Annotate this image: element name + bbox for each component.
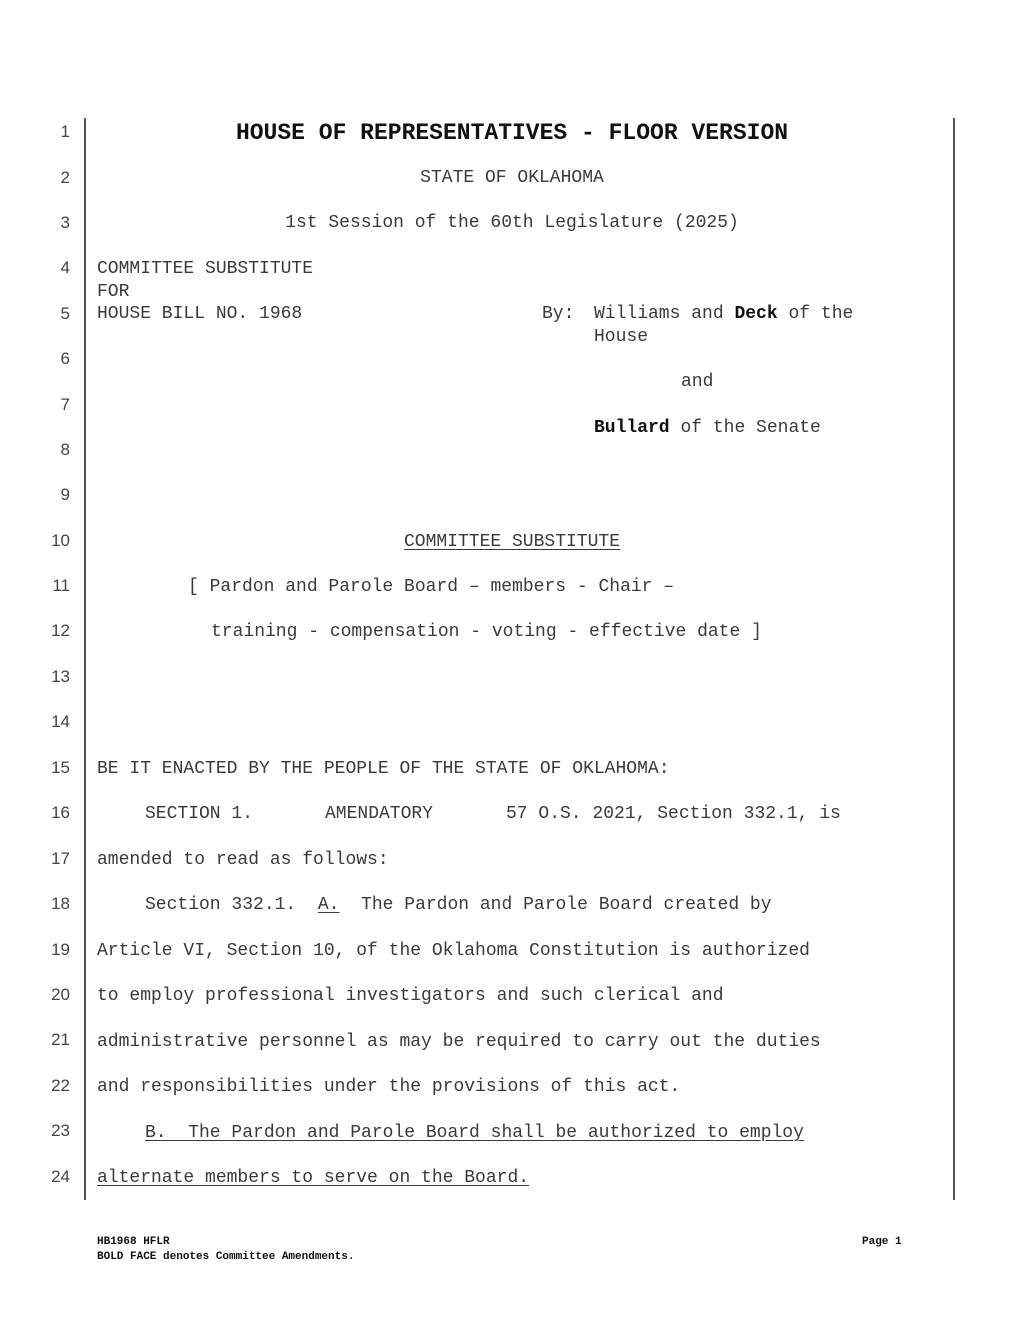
body-line-19: Article VI, Section 10, of the Oklahoma Constitution is authorized — [97, 941, 810, 961]
author-williams: Williams — [594, 304, 681, 324]
and-word: and — [691, 304, 724, 324]
footer-note: BOLD FACE denotes Committee Amendments. — [97, 1251, 355, 1263]
body-line-18 — [145, 894, 772, 916]
line-number: 1 — [60, 122, 70, 141]
of-the-text: of the — [788, 304, 854, 324]
line-number: 9 — [60, 485, 70, 504]
line-number: 24 — [51, 1167, 70, 1186]
line-number: 10 — [51, 531, 70, 550]
session-heading: 1st Session of the 60th Legislature (2025) — [285, 213, 739, 233]
house-label: House — [594, 327, 649, 347]
line-number: 5 — [60, 304, 70, 323]
line-number: 13 — [51, 667, 70, 686]
subsection-a-text: The Pardon and Parole Board created by — [361, 895, 772, 915]
author-deck: Deck — [734, 304, 778, 324]
line-number: 15 — [51, 758, 70, 777]
line-number: 19 — [51, 940, 70, 959]
line-number: 6 — [60, 349, 70, 368]
subsection-a-marker: A. — [317, 895, 340, 915]
section-1-label: SECTION 1. — [145, 804, 254, 824]
body-line-17: amended to read as follows: — [97, 850, 389, 870]
line-number: 22 — [51, 1076, 70, 1095]
footer-page-number: Page 1 — [862, 1236, 902, 1248]
state-heading: STATE OF OKLAHOMA — [420, 168, 604, 188]
of-the-senate-text: of the Senate — [680, 418, 821, 438]
committee-substitute-heading-text: COMMITTEE SUBSTITUTE — [403, 532, 621, 552]
committee-substitute-label: COMMITTEE SUBSTITUTE — [97, 259, 314, 279]
section-332-1-label: Section 332.1. — [145, 895, 297, 915]
line-number: 14 — [51, 712, 70, 731]
line-number: 12 — [51, 621, 70, 640]
line-number: 18 — [51, 894, 70, 913]
enacting-clause: BE IT ENACTED BY THE PEOPLE OF THE STATE OF OKLAHOMA: — [97, 759, 670, 779]
by-label: By: — [542, 304, 575, 324]
title-line-1: [ Pardon and Parole Board – members - Chair – — [188, 577, 675, 597]
line-number: 8 — [60, 440, 70, 459]
body-line-22: and responsibilities under the provisions of this act. — [97, 1077, 681, 1097]
line-number: 3 — [60, 213, 70, 232]
body-line-24-new-text: alternate members to serve on the Board. — [97, 1168, 530, 1188]
line-number: 7 — [60, 395, 70, 414]
line-number: 2 — [60, 168, 70, 187]
left-margin-rule — [84, 118, 86, 1200]
line-number: 4 — [60, 258, 70, 277]
document-title: HOUSE OF REPRESENTATIVES - FLOOR VERSION — [235, 120, 789, 146]
footer-doc-id: HB1968 HFLR — [97, 1236, 170, 1248]
and-line: and — [681, 372, 714, 392]
author-bullard: Bullard — [594, 418, 670, 438]
line-number: 17 — [51, 849, 70, 868]
line-number: 23 — [51, 1121, 70, 1140]
body-line-20: to employ professional investigators and such clerical and — [97, 986, 724, 1006]
line-number: 16 — [51, 803, 70, 822]
authors-line — [594, 303, 853, 325]
bill-number: HOUSE BILL NO. 1968 — [97, 304, 303, 324]
right-margin-rule — [953, 118, 955, 1200]
for-label: FOR — [97, 282, 130, 302]
body-line-23-new-text: B. The Pardon and Parole Board shall be authorized to employ — [145, 1123, 804, 1143]
body-line-21: administrative personnel as may be required to carry out the duties — [97, 1032, 821, 1052]
amendatory-label: AMENDATORY — [325, 804, 434, 824]
statute-citation: 57 O.S. 2021, Section 332.1, is — [506, 804, 841, 824]
committee-substitute-heading — [96, 531, 928, 553]
line-number: 11 — [52, 576, 70, 595]
line-number: 20 — [51, 985, 70, 1004]
line-number: 21 — [51, 1030, 70, 1049]
title-line-2: training - compensation - voting - effective date ] — [211, 622, 762, 642]
senate-author-line — [594, 417, 821, 439]
